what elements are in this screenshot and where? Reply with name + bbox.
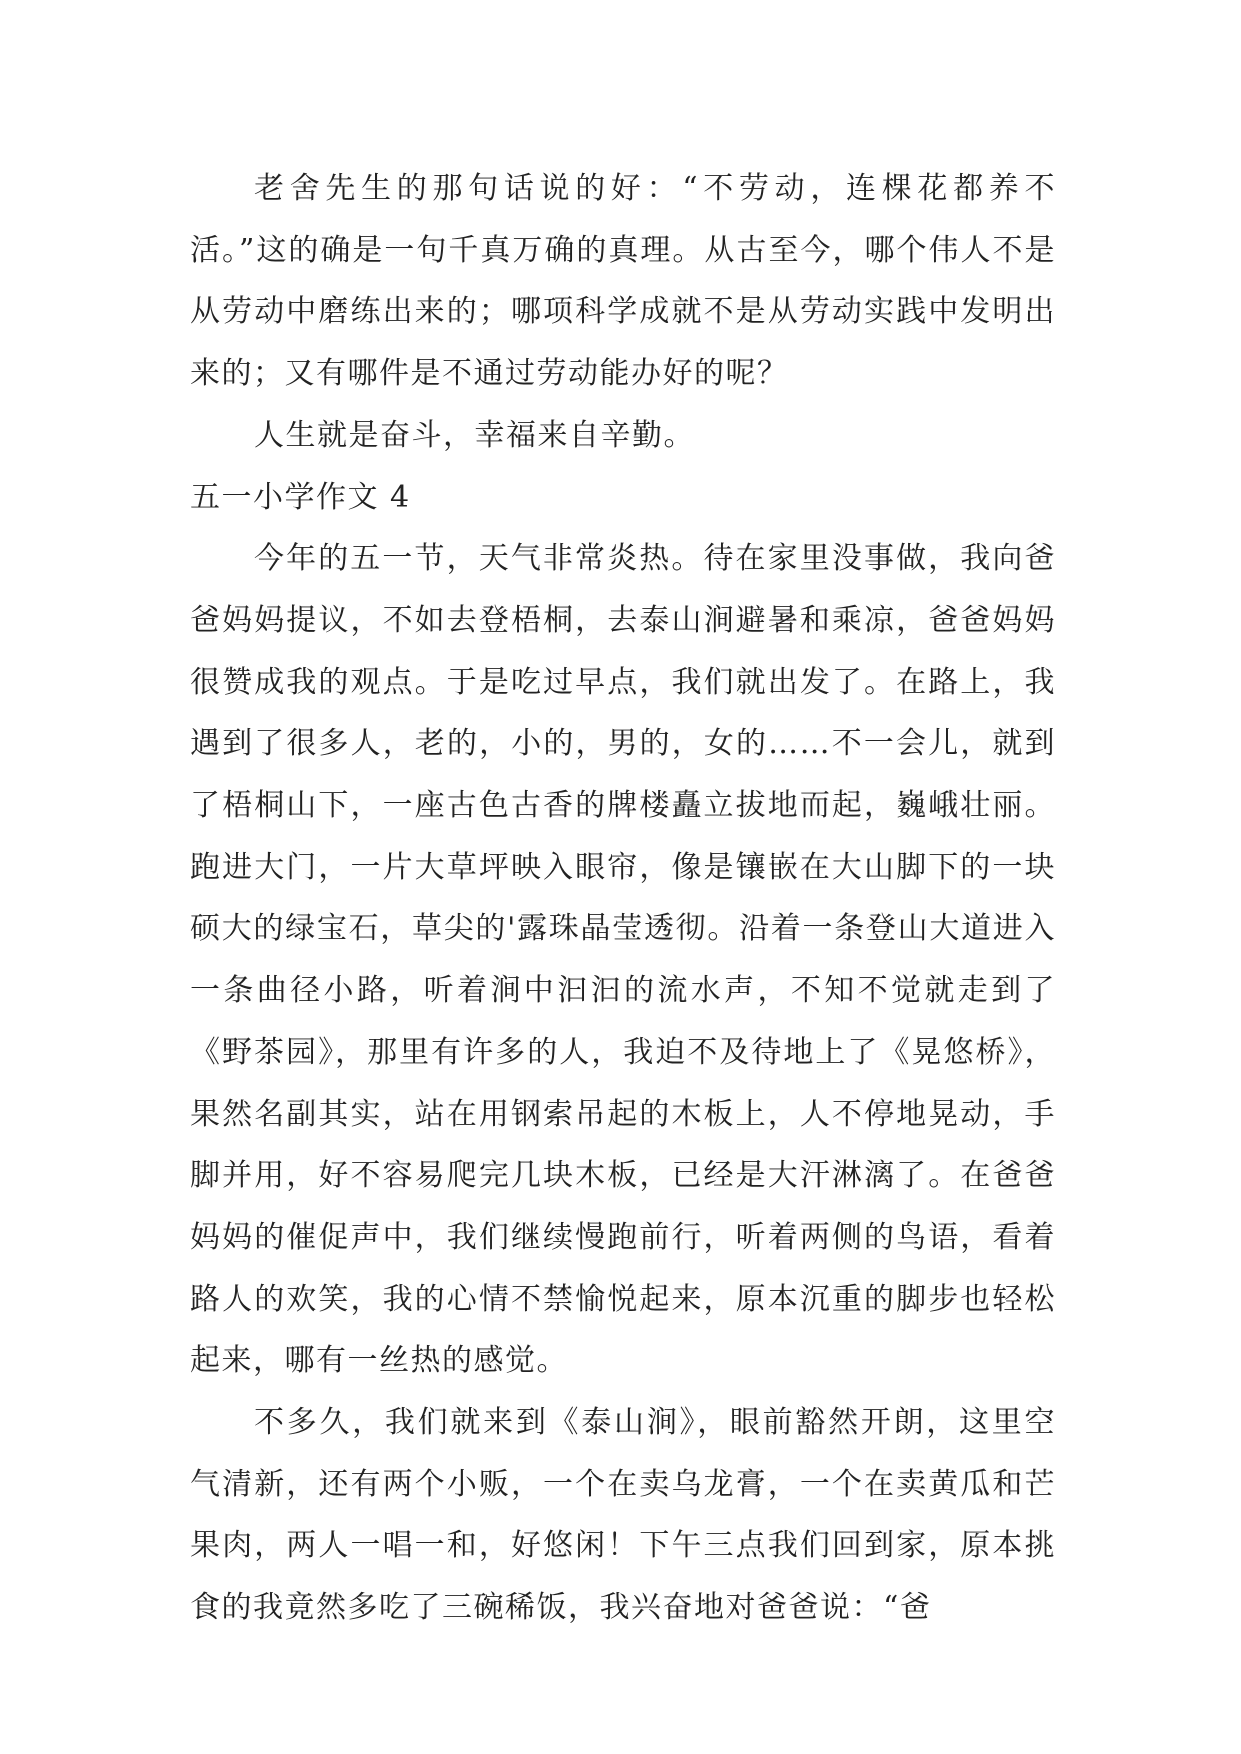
document-page xyxy=(190,158,1056,1639)
paragraph-mayday-trip: 今年的五一节，天气非常炎热。待在家里没事做，我向爸爸妈妈提议，不如去登梧桐，去泰山涧避暑和乘凉，爸爸妈妈很赞成我的观点。于是吃过早点，我们就出发了。在路上，我遇到了很多人，老的，小的，男的，女的……不一会儿，就到了梧桐山下，一座古色古香的牌楼矗立拔地而起，巍峨壮丽。跑进大门，一片大草坪映入眼帘，像是镶嵌在大山脚下的一块硕大的绿宝石，草尖的'露珠晶莹透彻。沿着一条登山大道进入一条曲径小路，听着涧中汩汩的流水声，不知不觉就走到了《野茶园》，那里有许多的人，我迫不及待地上了《晃悠桥》，果然名副其实，站在用钢索吊起的木板上，人不停地晃动，手脚并用，好不容易爬完几块木板，已经是大汗淋漓了。在爸爸妈妈的催促声中，我们继续慢跑前行，听着两侧的鸟语，看着路人的欢笑，我的心情不禁愉悦起来，原本沉重的脚步也轻松起来，哪有一丝热的感觉。 xyxy=(190,541,1056,1379)
essay-heading: 五一小学作文 4 xyxy=(190,479,411,515)
paragraph-taishan-stream: 不多久，我们就来到《泰山涧》，眼前豁然开朗，这里空气清新，还有两个小贩，一个在卖乌龙膏，一个在卖黄瓜和芒果肉，两人一唱一和，好悠闲！下午三点我们回到家，原本挑食的我竟然多吃了三碗稀饭，我兴奋地对爸爸说：“爸 xyxy=(190,1405,1056,1626)
paragraph-laoshe-quote: 老舍先生的那句话说的好：“不劳动，连棵花都养不活。”这的确是一句千真万确的真理。从古至今，哪个伟人不是从劳动中磨练出来的；哪项科学成就不是从劳动实践中发明出来的；又有哪件是不通过劳动能办好的呢？ xyxy=(190,171,1056,392)
paragraph-life-struggle: 人生就是奋斗，幸福来自辛勤。 xyxy=(254,417,695,453)
